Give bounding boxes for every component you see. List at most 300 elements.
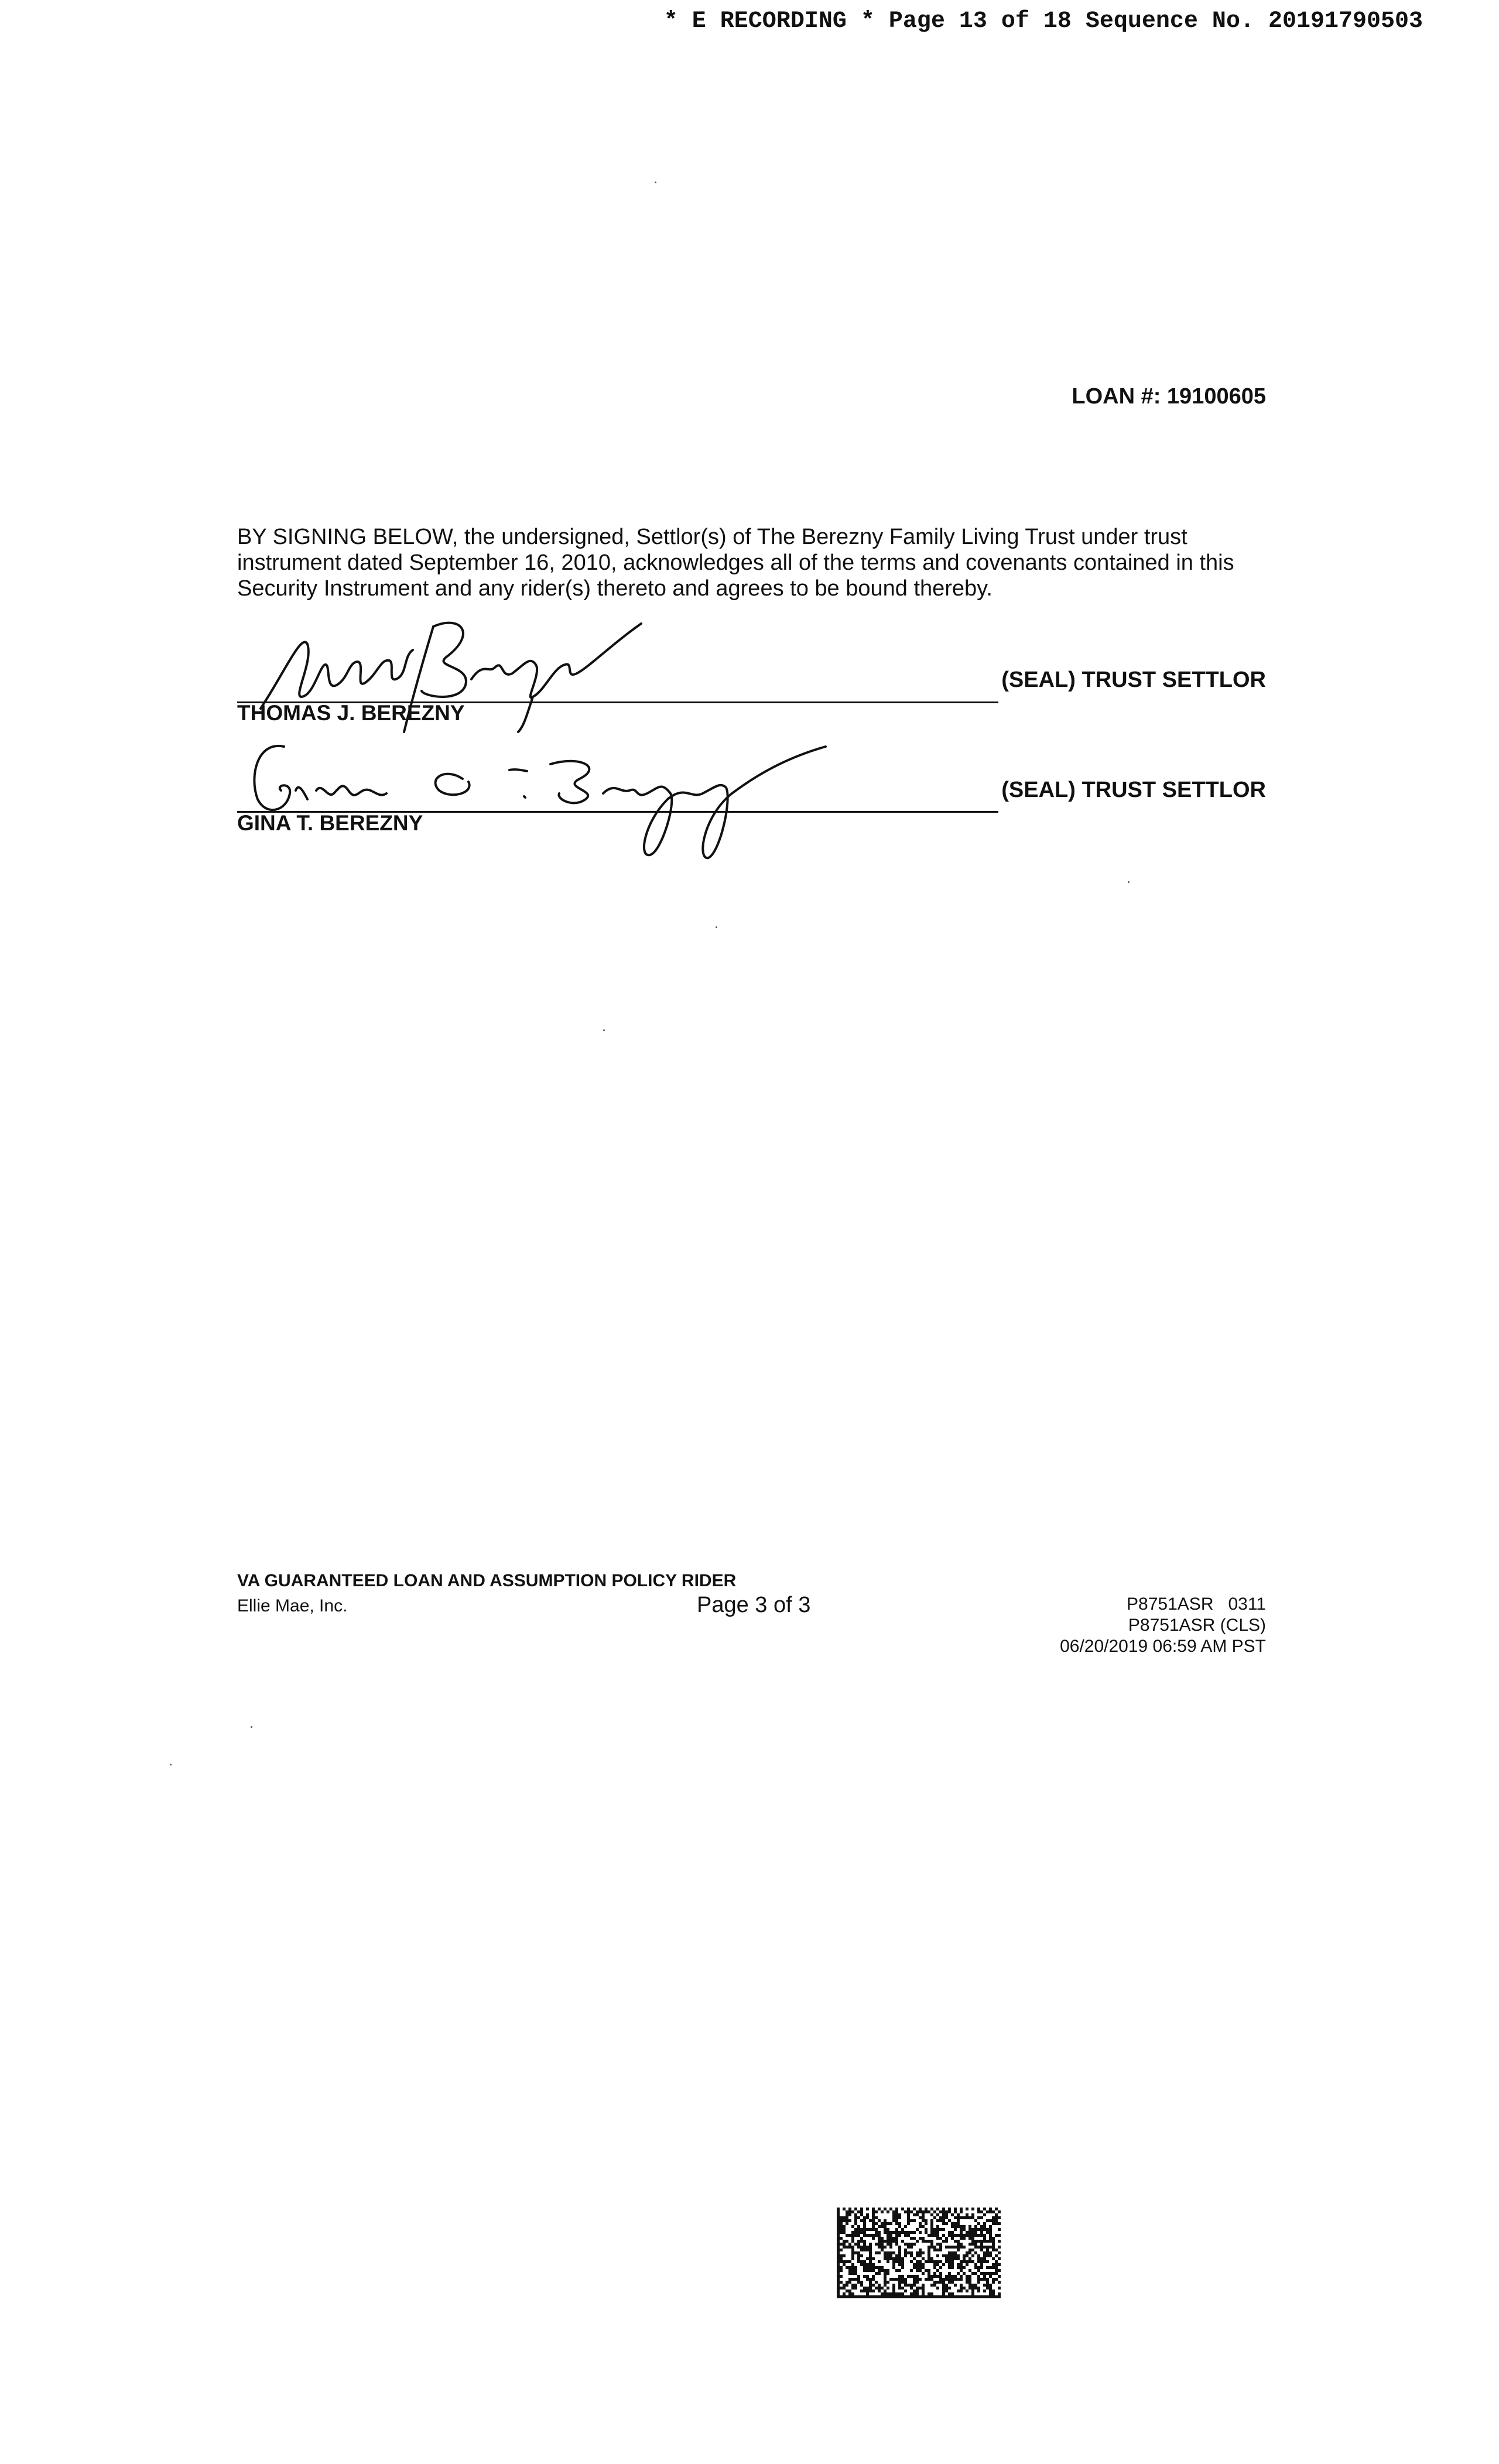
barcode-module — [854, 2269, 857, 2272]
barcode-module — [860, 2237, 863, 2240]
barcode-module — [901, 2295, 904, 2298]
barcode-module — [992, 2222, 995, 2225]
barcode-module — [889, 2278, 892, 2281]
barcode-module — [904, 2231, 907, 2234]
barcode-module — [913, 2213, 916, 2216]
barcode-module — [851, 2287, 854, 2290]
barcode-module — [837, 2254, 840, 2257]
barcode-module — [936, 2260, 939, 2263]
barcode-module — [854, 2266, 857, 2269]
barcode-module — [904, 2234, 907, 2237]
barcode-module — [919, 2225, 922, 2228]
barcode-module — [992, 2249, 995, 2251]
barcode-module — [977, 2269, 980, 2272]
barcode-module — [857, 2234, 860, 2237]
barcode-module — [892, 2231, 895, 2234]
barcode-module — [863, 2234, 866, 2237]
barcode-module — [963, 2246, 966, 2249]
barcode-module — [942, 2292, 945, 2295]
barcode-module — [895, 2219, 898, 2222]
barcode-module — [895, 2210, 898, 2213]
barcode-module — [980, 2295, 983, 2298]
barcode-module — [878, 2225, 881, 2228]
barcode-module — [898, 2275, 901, 2278]
barcode-module — [851, 2254, 854, 2257]
barcode-module — [992, 2240, 995, 2243]
barcode-module — [960, 2231, 963, 2234]
barcode-module — [942, 2278, 945, 2281]
barcode-module — [998, 2269, 1001, 2272]
barcode-module — [892, 2213, 895, 2216]
barcode-module — [957, 2254, 960, 2257]
barcode-module — [851, 2240, 854, 2243]
barcode-module — [945, 2295, 948, 2298]
barcode-module — [878, 2240, 881, 2243]
barcode-module — [866, 2208, 869, 2210]
barcode-module — [916, 2287, 919, 2290]
barcode-module — [875, 2281, 878, 2284]
barcode-module — [866, 2278, 869, 2281]
barcode-module — [942, 2213, 945, 2216]
barcode-module — [939, 2260, 942, 2263]
barcode-module — [846, 2234, 848, 2237]
barcode-module — [916, 2240, 919, 2243]
barcode-module — [895, 2295, 898, 2298]
barcode-module — [957, 2295, 960, 2298]
barcode-module — [860, 2290, 863, 2292]
barcode-module — [936, 2275, 939, 2278]
barcode-module — [878, 2290, 881, 2292]
barcode-module — [954, 2225, 957, 2228]
barcode-module — [980, 2260, 983, 2263]
barcode-module — [863, 2249, 866, 2251]
barcode-module — [837, 2290, 840, 2292]
barcode-module — [992, 2216, 995, 2219]
barcode-module — [884, 2231, 887, 2234]
barcode-module — [887, 2222, 889, 2225]
barcode-module — [866, 2266, 869, 2269]
barcode-module — [992, 2266, 995, 2269]
barcode-module — [989, 2275, 992, 2278]
barcode-module — [872, 2266, 875, 2269]
barcode-module — [974, 2272, 977, 2275]
barcode-module — [930, 2213, 933, 2216]
barcode-module — [869, 2260, 872, 2263]
barcode-module — [957, 2246, 960, 2249]
barcode-module — [933, 2210, 936, 2213]
barcode-module — [966, 2251, 968, 2254]
barcode-module — [957, 2222, 960, 2225]
barcode-module — [919, 2263, 922, 2266]
barcode-module — [989, 2287, 992, 2290]
barcode-module — [974, 2240, 977, 2243]
barcode-module — [963, 2257, 966, 2260]
barcode-module — [881, 2266, 884, 2269]
barcode-module — [916, 2251, 919, 2254]
barcode-module — [892, 2210, 895, 2213]
barcode-module — [977, 2234, 980, 2237]
barcode-module — [887, 2234, 889, 2237]
barcode-module — [954, 2228, 957, 2231]
barcode-module — [957, 2266, 960, 2269]
barcode-module — [960, 2287, 963, 2290]
barcode-module — [954, 2234, 957, 2237]
barcode-module — [884, 2278, 887, 2281]
barcode-module — [837, 2295, 840, 2298]
barcode-module — [860, 2228, 863, 2231]
barcode-module — [887, 2272, 889, 2275]
barcode-module — [860, 2246, 863, 2249]
barcode-module — [980, 2263, 983, 2266]
barcode-module — [887, 2260, 889, 2263]
barcode-module — [930, 2246, 933, 2249]
barcode-module — [898, 2260, 901, 2263]
acknowledgement-paragraph: BY SIGNING BELOW, the undersigned, Settlor(s) of The Berezny Family Living Trust under trust instrument dated September 16, 2010, acknowledges all of the terms and covenants contained in this Security Instrument and any rider(s) thereto and agrees to be bound thereby. — [237, 525, 1234, 601]
barcode-module — [837, 2234, 840, 2237]
barcode-module — [863, 2275, 866, 2278]
barcode-module — [848, 2269, 851, 2272]
barcode-module — [910, 2231, 913, 2234]
barcode-module — [848, 2272, 851, 2275]
barcode-module — [869, 2278, 872, 2281]
barcode-module — [986, 2281, 989, 2284]
barcode-module — [963, 2272, 966, 2275]
barcode-module — [860, 2295, 863, 2298]
barcode-module — [998, 2246, 1001, 2249]
barcode-module — [960, 2290, 963, 2292]
barcode-module — [971, 2260, 974, 2263]
barcode-module — [848, 2219, 851, 2222]
barcode-module — [887, 2240, 889, 2243]
barcode-module — [887, 2251, 889, 2254]
barcode-module — [948, 2287, 951, 2290]
barcode-module — [887, 2281, 889, 2284]
barcode-module — [851, 2278, 854, 2281]
barcode-module — [968, 2287, 971, 2290]
barcode-module — [857, 2216, 860, 2219]
barcode-module — [898, 2287, 901, 2290]
barcode-module — [872, 2284, 875, 2287]
barcode-module — [989, 2272, 992, 2275]
barcode-module — [854, 2251, 857, 2254]
barcode-module — [895, 2222, 898, 2225]
barcode-module — [945, 2284, 948, 2287]
barcode-module — [933, 2272, 936, 2275]
barcode-module — [919, 2266, 922, 2269]
barcode-module — [887, 2257, 889, 2260]
barcode-module — [980, 2240, 983, 2243]
barcode-module — [916, 2210, 919, 2213]
barcode-module — [843, 2208, 846, 2210]
barcode-module — [930, 2284, 933, 2287]
barcode-module — [916, 2254, 919, 2257]
barcode-module — [872, 2290, 875, 2292]
barcode-module — [884, 2272, 887, 2275]
barcode-module — [983, 2234, 986, 2237]
barcode-module — [884, 2208, 887, 2210]
barcode-module — [954, 2257, 957, 2260]
barcode-module — [878, 2231, 881, 2234]
barcode-module — [980, 2216, 983, 2219]
barcode-module — [951, 2246, 954, 2249]
barcode-module — [895, 2234, 898, 2237]
barcode-module — [966, 2263, 968, 2266]
barcode-module — [945, 2213, 948, 2216]
barcode-module — [884, 2284, 887, 2287]
barcode-module — [995, 2295, 998, 2298]
barcode-module — [898, 2222, 901, 2225]
barcode-module — [945, 2257, 948, 2260]
barcode-module — [942, 2284, 945, 2287]
barcode-module — [878, 2251, 881, 2254]
barcode-module — [989, 2246, 992, 2249]
barcode-module — [860, 2208, 863, 2210]
barcode-module — [986, 2266, 989, 2269]
barcode-module — [898, 2225, 901, 2228]
barcode-module — [966, 2295, 968, 2298]
barcode-module — [945, 2240, 948, 2243]
barcode-module — [857, 2225, 860, 2228]
barcode-module — [901, 2228, 904, 2231]
footer-code-1: P8751ASR 0311 — [1127, 1594, 1266, 1614]
barcode-module — [848, 2210, 851, 2213]
barcode-module — [840, 2275, 843, 2278]
barcode-module — [968, 2269, 971, 2272]
barcode-module — [872, 2295, 875, 2298]
barcode-module — [837, 2275, 840, 2278]
barcode-module — [998, 2216, 1001, 2219]
barcode-module — [907, 2275, 910, 2278]
barcode-module — [907, 2284, 910, 2287]
barcode-module — [945, 2275, 948, 2278]
barcode-module — [989, 2251, 992, 2254]
barcode-module — [942, 2222, 945, 2225]
barcode-module — [922, 2290, 925, 2292]
barcode-module — [968, 2234, 971, 2237]
barcode-module — [872, 2269, 875, 2272]
scan-speck — [716, 926, 717, 928]
barcode-module — [977, 2260, 980, 2263]
barcode-module — [907, 2234, 910, 2237]
barcode-module — [872, 2237, 875, 2240]
barcode-module — [939, 2295, 942, 2298]
barcode-module — [866, 2213, 869, 2216]
barcode-module — [963, 2237, 966, 2240]
barcode-module — [846, 2213, 848, 2216]
barcode-module — [907, 2295, 910, 2298]
barcode-module — [974, 2219, 977, 2222]
barcode-module — [945, 2210, 948, 2213]
barcode-module — [968, 2243, 971, 2246]
barcode-module — [971, 2295, 974, 2298]
barcode-module — [928, 2251, 930, 2254]
barcode-module — [977, 2266, 980, 2269]
barcode-module — [948, 2275, 951, 2278]
barcode-module — [942, 2228, 945, 2231]
barcode-module — [904, 2290, 907, 2292]
barcode-module — [977, 2281, 980, 2284]
barcode-module — [995, 2278, 998, 2281]
barcode-module — [980, 2225, 983, 2228]
barcode-module — [936, 2228, 939, 2231]
barcode-module — [910, 2243, 913, 2246]
barcode-module — [913, 2281, 916, 2284]
barcode-module — [951, 2260, 954, 2263]
barcode-module — [980, 2266, 983, 2269]
barcode-module — [848, 2278, 851, 2281]
barcode-module — [933, 2263, 936, 2266]
barcode-module — [963, 2254, 966, 2257]
barcode-module — [974, 2225, 977, 2228]
barcode-module — [930, 2240, 933, 2243]
barcode-module — [904, 2251, 907, 2254]
barcode-module — [916, 2213, 919, 2216]
barcode-module — [951, 2295, 954, 2298]
barcode-module — [837, 2210, 840, 2213]
barcode-module — [869, 2234, 872, 2237]
barcode-module — [837, 2284, 840, 2287]
barcode-module — [936, 2208, 939, 2210]
barcode-module — [895, 2216, 898, 2219]
barcode-module — [948, 2251, 951, 2254]
barcode-module — [901, 2292, 904, 2295]
barcode-module — [892, 2219, 895, 2222]
barcode-module — [954, 2246, 957, 2249]
barcode-module — [857, 2251, 860, 2254]
barcode-module — [889, 2240, 892, 2243]
barcode-module — [884, 2228, 887, 2231]
barcode-module — [942, 2219, 945, 2222]
barcode-module — [942, 2210, 945, 2213]
barcode-module — [898, 2234, 901, 2237]
barcode-module — [916, 2260, 919, 2263]
barcode-module — [898, 2284, 901, 2287]
barcode-module — [863, 2290, 866, 2292]
barcode-module — [922, 2284, 925, 2287]
barcode-module — [942, 2290, 945, 2292]
barcode-module — [995, 2269, 998, 2272]
barcode-module — [919, 2249, 922, 2251]
barcode-module — [916, 2295, 919, 2298]
barcode-module — [843, 2228, 846, 2231]
barcode-module — [930, 2257, 933, 2260]
barcode-module — [907, 2246, 910, 2249]
barcode-module — [951, 2237, 954, 2240]
barcode-module — [910, 2275, 913, 2278]
barcode-module — [846, 2281, 848, 2284]
barcode-module — [995, 2254, 998, 2257]
barcode-module — [977, 2287, 980, 2290]
barcode-module — [875, 2251, 878, 2254]
barcode-module — [948, 2246, 951, 2249]
barcode-module — [898, 2263, 901, 2266]
barcode-module — [977, 2208, 980, 2210]
barcode-module — [925, 2240, 928, 2243]
barcode-module — [966, 2208, 968, 2210]
barcode-module — [945, 2246, 948, 2249]
barcode-module — [966, 2260, 968, 2263]
recording-header: * E RECORDING * Page 13 of 18 Sequence No. 20191790503 — [663, 8, 1423, 35]
barcode-module — [971, 2249, 974, 2251]
barcode-module — [895, 2240, 898, 2243]
barcode-module — [866, 2249, 869, 2251]
barcode-module — [939, 2249, 942, 2251]
barcode-module — [980, 2246, 983, 2249]
barcode-module — [928, 2234, 930, 2237]
barcode-module — [913, 2292, 916, 2295]
barcode-module — [863, 2263, 866, 2266]
barcode-module — [963, 2266, 966, 2269]
barcode-module — [916, 2266, 919, 2269]
barcode-module — [878, 2219, 881, 2222]
barcode-module — [884, 2222, 887, 2225]
barcode-module — [837, 2257, 840, 2260]
barcode-module — [840, 2266, 843, 2269]
barcode-module — [913, 2284, 916, 2287]
barcode-module — [928, 2210, 930, 2213]
barcode-module — [898, 2281, 901, 2284]
barcode-module — [901, 2208, 904, 2210]
barcode-module — [954, 2275, 957, 2278]
barcode-module — [848, 2266, 851, 2269]
barcode-module — [942, 2263, 945, 2266]
barcode-module — [989, 2254, 992, 2257]
barcode-module — [995, 2208, 998, 2210]
barcode-module — [960, 2278, 963, 2281]
barcode-module — [974, 2295, 977, 2298]
barcode-module — [878, 2272, 881, 2275]
barcode-module — [936, 2295, 939, 2298]
barcode-module — [854, 2295, 857, 2298]
barcode-module — [854, 2216, 857, 2219]
barcode-module — [992, 2219, 995, 2222]
barcode-module — [933, 2228, 936, 2231]
scan-speck — [251, 1726, 252, 1728]
barcode-module — [989, 2231, 992, 2234]
barcode-module — [857, 2275, 860, 2278]
barcode-module — [866, 2228, 869, 2231]
barcode-module — [977, 2254, 980, 2257]
barcode-module — [951, 2254, 954, 2257]
barcode-module — [904, 2278, 907, 2281]
barcode-module — [983, 2246, 986, 2249]
barcode-module — [930, 2225, 933, 2228]
barcode-module — [966, 2234, 968, 2237]
barcode-module — [863, 2246, 866, 2249]
barcode-module — [939, 2243, 942, 2246]
barcode-module — [884, 2219, 887, 2222]
barcode-module — [851, 2249, 854, 2251]
scan-speck — [1128, 881, 1130, 883]
barcode-module — [980, 2231, 983, 2234]
barcode-module — [977, 2210, 980, 2213]
barcode-module — [854, 2213, 857, 2216]
barcode-module — [928, 2292, 930, 2295]
barcode-module — [966, 2231, 968, 2234]
barcode-module — [863, 2228, 866, 2231]
barcode-module — [954, 2208, 957, 2210]
barcode-module — [945, 2287, 948, 2290]
barcode-module — [983, 2240, 986, 2243]
loan-number: LOAN #: 19100605 — [1072, 384, 1266, 409]
barcode-module — [989, 2225, 992, 2228]
barcode-module — [983, 2272, 986, 2275]
barcode-module — [919, 2278, 922, 2281]
barcode-module — [945, 2260, 948, 2263]
barcode-module — [843, 2243, 846, 2246]
barcode-module — [919, 2237, 922, 2240]
barcode-module — [895, 2231, 898, 2234]
